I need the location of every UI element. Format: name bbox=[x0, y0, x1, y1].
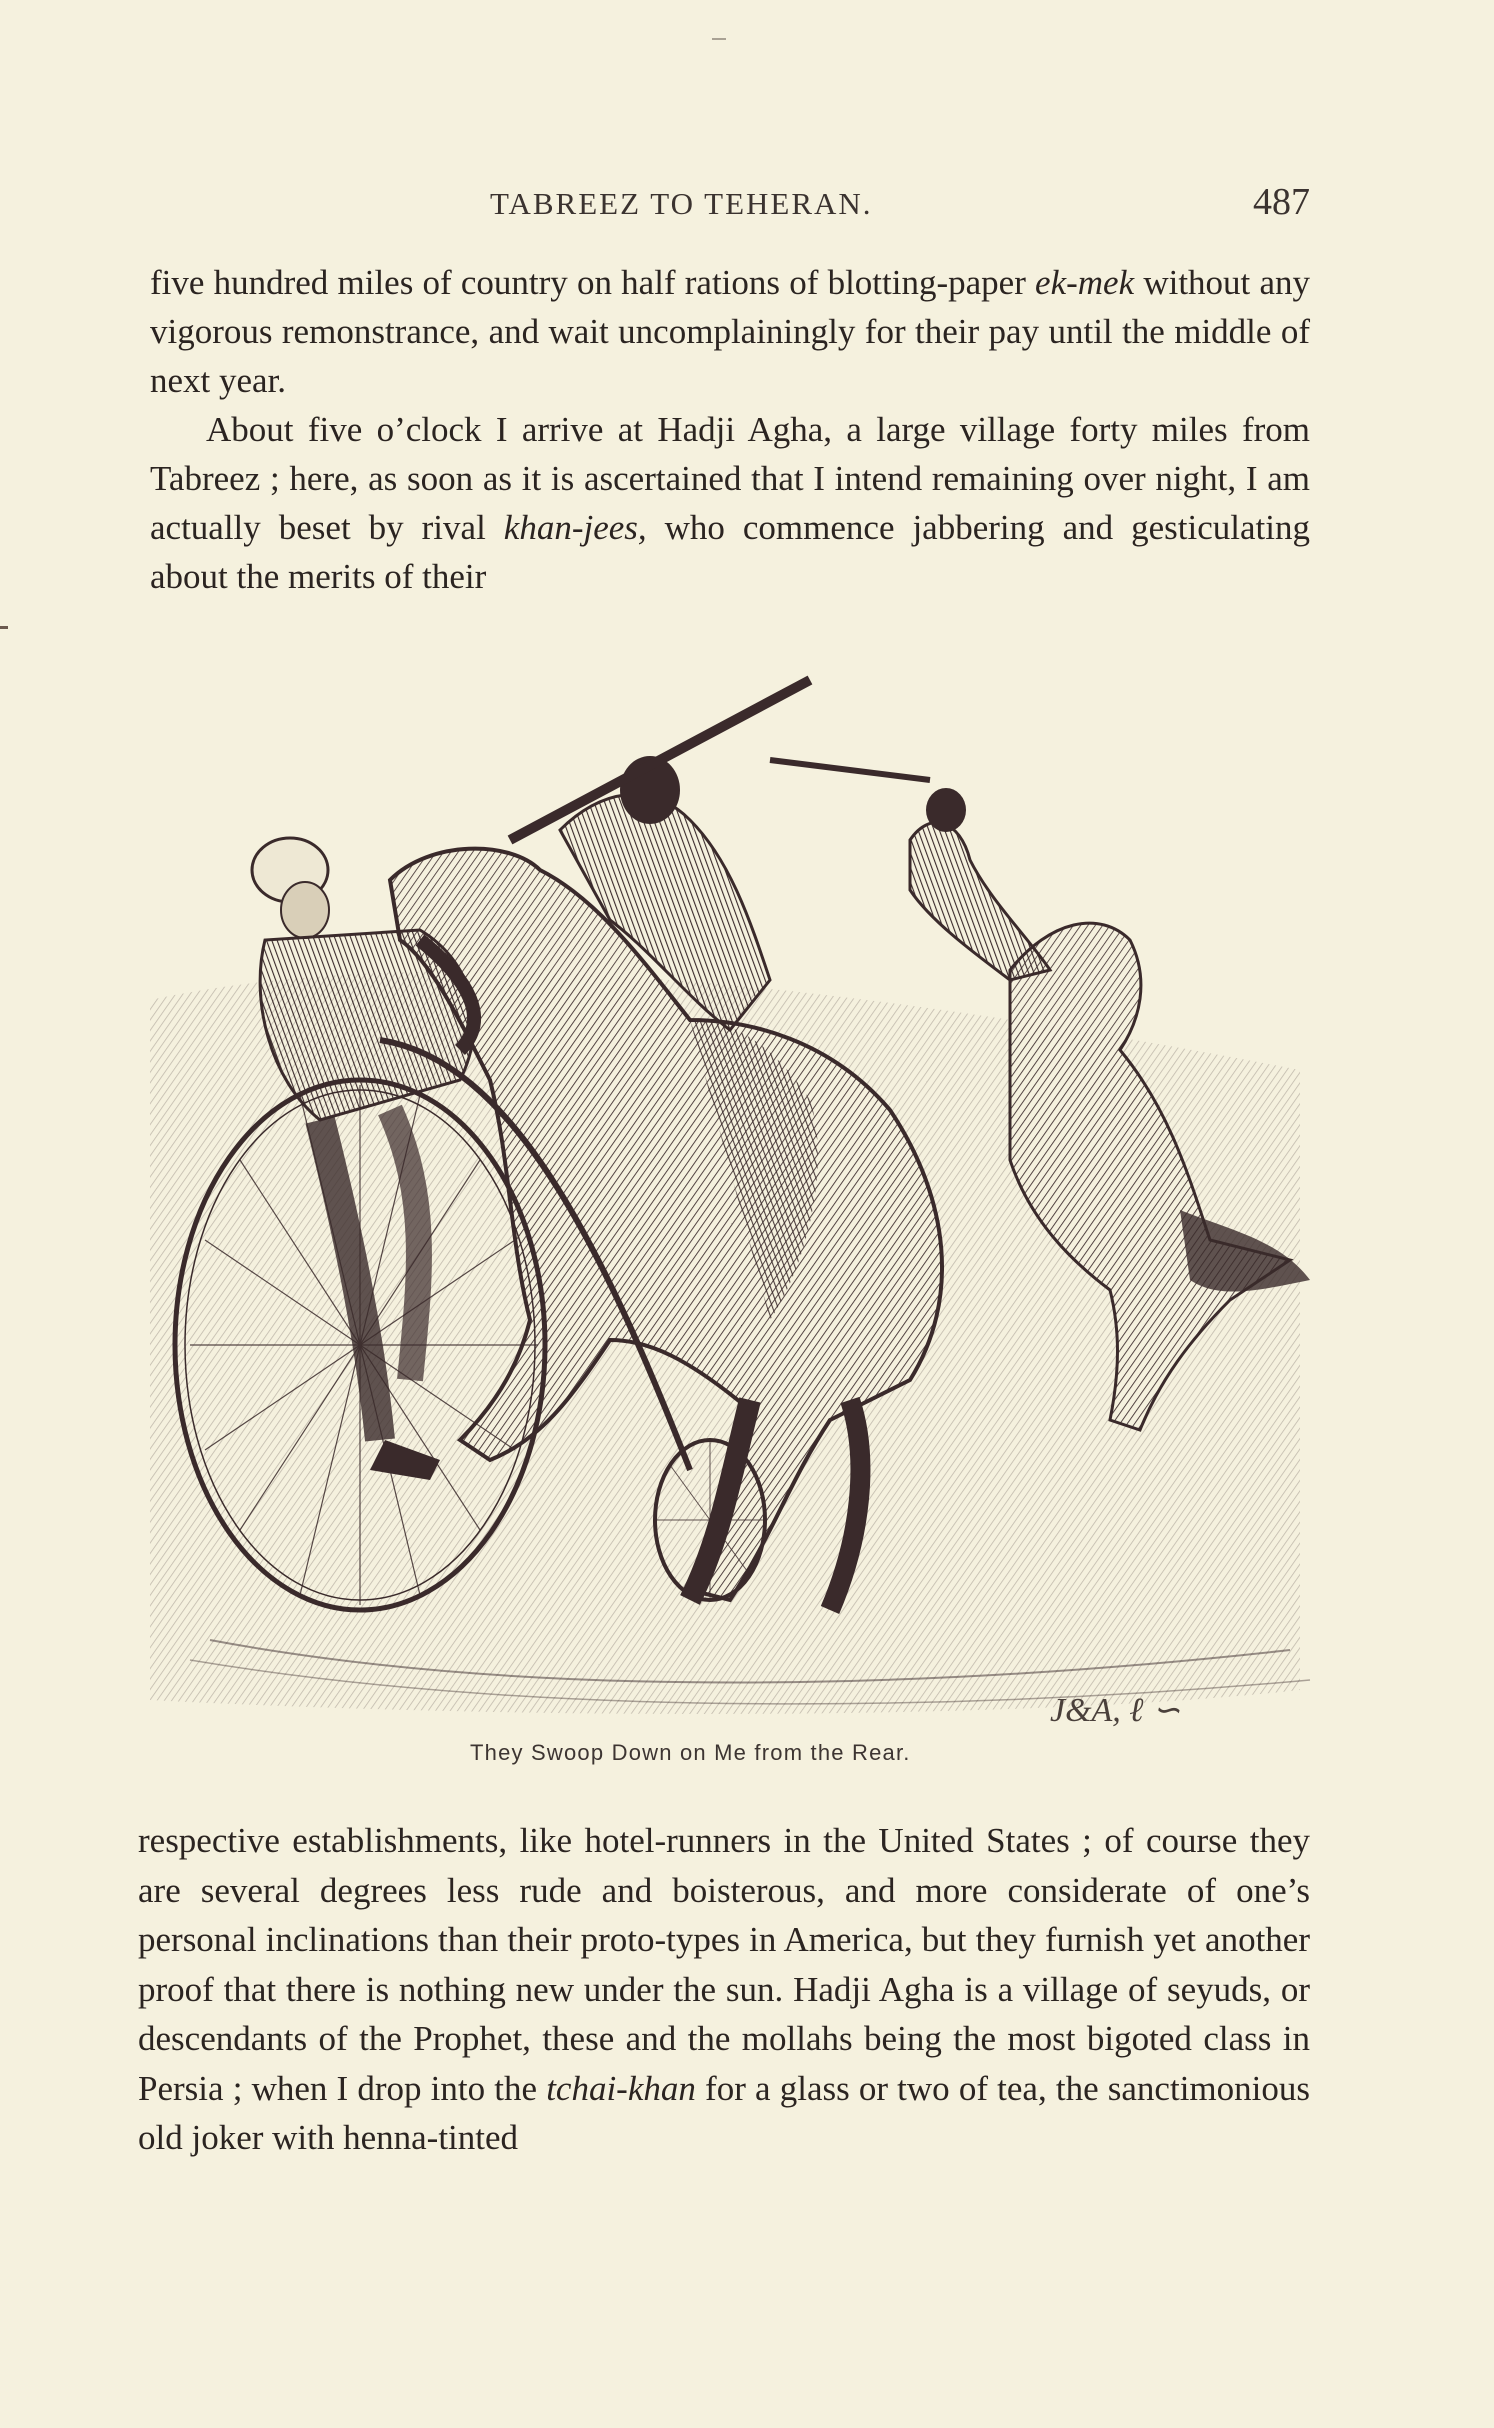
edge-mark bbox=[0, 626, 8, 629]
italic-word: khan-jees, bbox=[503, 508, 647, 547]
top-text-block bbox=[150, 258, 1310, 601]
engraving-illustration bbox=[130, 640, 1320, 1730]
paragraph-continuation bbox=[150, 258, 1310, 405]
page-number: 487 bbox=[1253, 181, 1310, 223]
text-run: without any vigorous remonstrance, and wait uncomplainingly for their pay until the middle of next year. bbox=[150, 263, 1310, 400]
paragraph bbox=[138, 1816, 1310, 2163]
running-head bbox=[150, 180, 1310, 232]
italic-word: ek-mek bbox=[1035, 263, 1135, 302]
italic-word: tchai-khan bbox=[546, 2068, 696, 2108]
paragraph bbox=[150, 405, 1310, 601]
text-run: five hundred miles of country on half rations of blotting-paper bbox=[150, 263, 1036, 302]
bottom-text-block bbox=[138, 1816, 1310, 2163]
text-run: for a glass or two of tea, the sanctimonious old joker with henna-tinted bbox=[138, 2068, 1310, 2157]
top-dash-mark bbox=[712, 38, 726, 40]
artist-signature: J&A, ℓ ∽ bbox=[1050, 1692, 1181, 1729]
illustration-caption: They Swoop Down on Me from the Rear. bbox=[470, 1740, 911, 1765]
text-run: respective establishments, like hotel-runners in the United States ; of course they are several degrees less rude and boisterous, and more considerate of one’s personal inclinations than their proto-types in America, but they furnish yet another proof that there is nothing new under the sun. Hadji Agha is a village of seyuds, or descendants of the Prophet, these and the mollahs being the most bigoted class in Persia ; when I drop into the bbox=[138, 1821, 1310, 2108]
text-run: About five o’clock I arrive at Hadji Agha, a large village forty miles from Tabreez ; here, as soon as it is ascertained that I intend remaining over night, I am actually beset by rival bbox=[150, 410, 1310, 547]
text-run: who commence jabbering and gesticulating about the merits of their bbox=[150, 508, 1310, 596]
running-title: TABREEZ TO TEHERAN. bbox=[490, 186, 873, 221]
